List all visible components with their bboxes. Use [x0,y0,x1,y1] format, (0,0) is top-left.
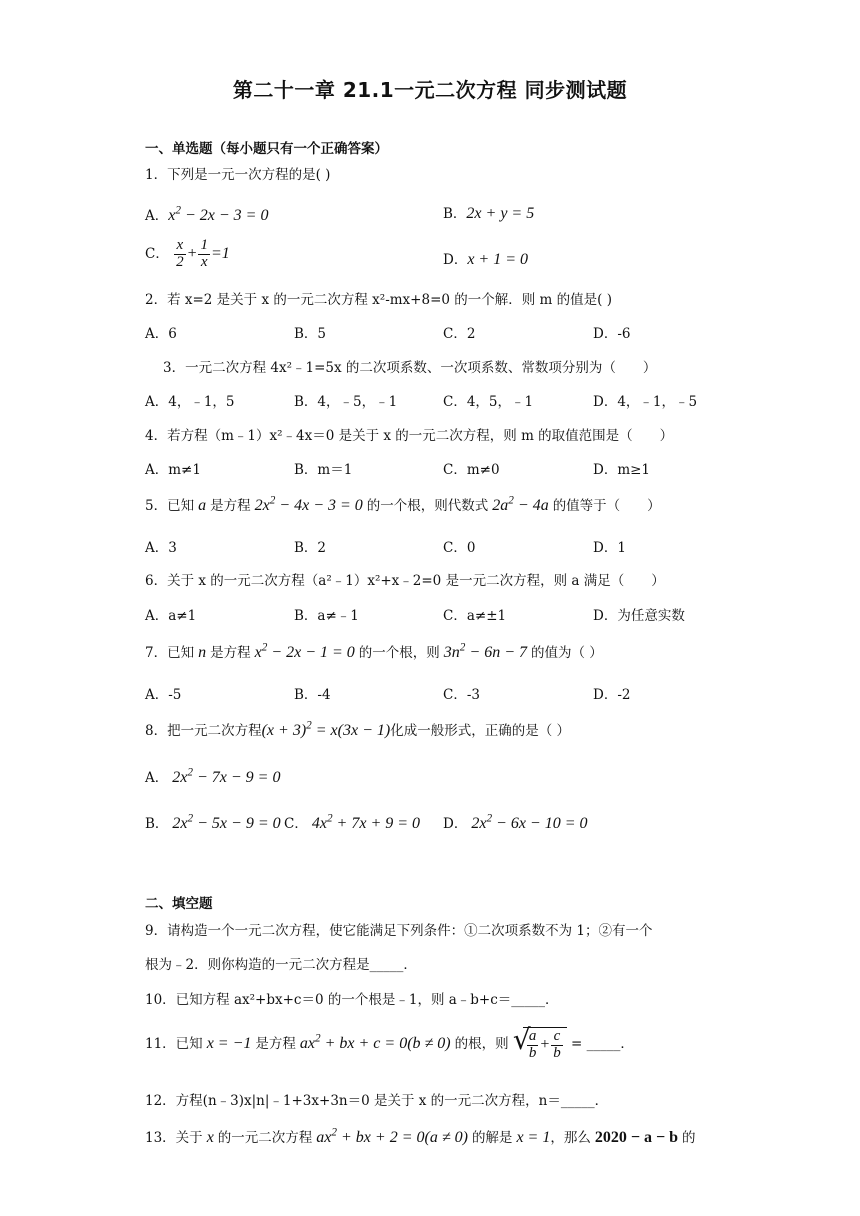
q6-option-d: D．为任意实数 [593,608,685,624]
section-heading-single-choice: 一、单选题（每小题只有一个正确答案） [145,141,388,157]
q1-option-c: C． $\frac{x}{2}$ + $\frac{1}{x}$ =1 [145,237,230,270]
q4-option-c: C．m≠0 [443,462,500,478]
q5-option-d: D．1 [593,540,626,556]
question-1: 1．下列是一元一次方程的是( ) [145,167,331,183]
q3-option-b: B．4，﹣5，﹣1 [294,394,398,410]
q5-option-c: C．0 [443,540,476,556]
question-6: 6．关于 x 的一元二次方程（a²﹣1）x²+x﹣2=0 是一元二次方程，则 a 满足（ ） [145,573,665,589]
page-title: 第二十一章 21.1一元二次方程 同步测试题 [232,78,628,102]
q6-option-c: C．a≠±1 [443,608,507,624]
q4-option-d: D．m≥1 [593,462,651,478]
q6-option-a: A．a≠1 [145,608,197,624]
question-3: 3．一元二次方程 4x²﹣1=5x 的二次项系数、一次项系数、常数项分别为（ ） [163,360,657,376]
question-7: 7．已知 n 是方程 $x^2 - 2x - 1 = 0$ 的一个根，则 $3n^2 - 6n - 7$ 的值为（ ） [145,641,603,661]
q3-option-c: C．4，5，﹣1 [443,394,534,410]
question-5: 5．已知 a 是方程 $2x^2 - 4x - 3 = 0$ 的一个根，则代数式 $2a^2 - 4a$ 的值等于（ ） [145,494,661,514]
question-12: 12．方程(n﹣3)x|n|﹣1+3x+3n＝0 是关于 x 的一元二次方程，n＝_____． [145,1093,609,1109]
q7-option-a: A．-5 [145,687,182,703]
q8-option-b: B． $2x^2 - 5x - 9 = 0$ [145,812,281,832]
q8-option-a: A． $2x^2 - 7x - 9 = 0$ [145,766,281,786]
question-2: 2．若 x=2 是关于 x 的一元二次方程 x²-mx+8=0 的一个解．则 m 的值是( ) [145,292,612,308]
q1-option-a: A．$x^2 - 2x - 3 = 0$ [145,204,269,224]
question-10: 10．已知方程 ax²+bx+c＝0 的一个根是﹣1，则 a﹣b+c＝_____． [145,992,559,1008]
q1-option-d: D．x + 1 = 0 [443,251,529,268]
question-4: 4．若方程（m﹣1）x²﹣4x＝0 是关于 x 的一元二次方程，则 m 的取值范围是（ ） [145,428,674,444]
q8-option-d: D． $2x^2 - 6x - 10 = 0$ [443,812,588,832]
q8-option-c: C． $4x^2 + 7x + 9 = 0$ [284,812,421,832]
q2-option-b: B．5 [294,326,327,342]
section-heading-fill-blank: 二、填空题 [145,896,213,912]
q2-option-d: D．-6 [593,326,631,342]
q3-option-a: A．4，﹣1，5 [145,394,235,410]
q4-option-b: B．m＝1 [294,462,353,478]
q7-option-d: D．-2 [593,687,631,703]
question-11: 11．已知 x = −1 是方程 $ax^2$ + bx + c = 0(b ≠ 0) 的根，则 √ $\frac{a}{b}$ + $\frac{c}{b}$ = _____． [145,1023,634,1061]
q1-option-b: B．2x + y = 5 [443,205,535,222]
question-9-line-1: 9．请构造一个一元二次方程，使它能满足下列条件：①二次项系数不为 1；②有一个 [145,923,653,939]
question-8: 8．把一元二次方程$(x + 3)^2 = x(3x - 1)$化成一般形式，正确的是（ ） [145,719,570,739]
q7-option-b: B．-4 [294,687,331,703]
q4-option-a: A．m≠1 [145,462,201,478]
q6-option-b: B．a≠﹣1 [294,608,359,624]
question-13: 13．关于 x 的一元二次方程 $ax^2$ + bx + 2 = 0(a ≠ 0) 的解是 x = 1，那么 2020 − a − b 的 [145,1126,696,1146]
q5-option-a: A．3 [145,540,177,556]
q2-option-a: A．6 [145,326,177,342]
q7-option-c: C．-3 [443,687,480,703]
q2-option-c: C．2 [443,326,476,342]
question-9-line-2: 根为﹣2．则你构造的一元二次方程是_____． [145,957,417,973]
q5-option-b: B．2 [294,540,327,556]
q3-option-d: D．4，﹣1，﹣5 [593,394,698,410]
